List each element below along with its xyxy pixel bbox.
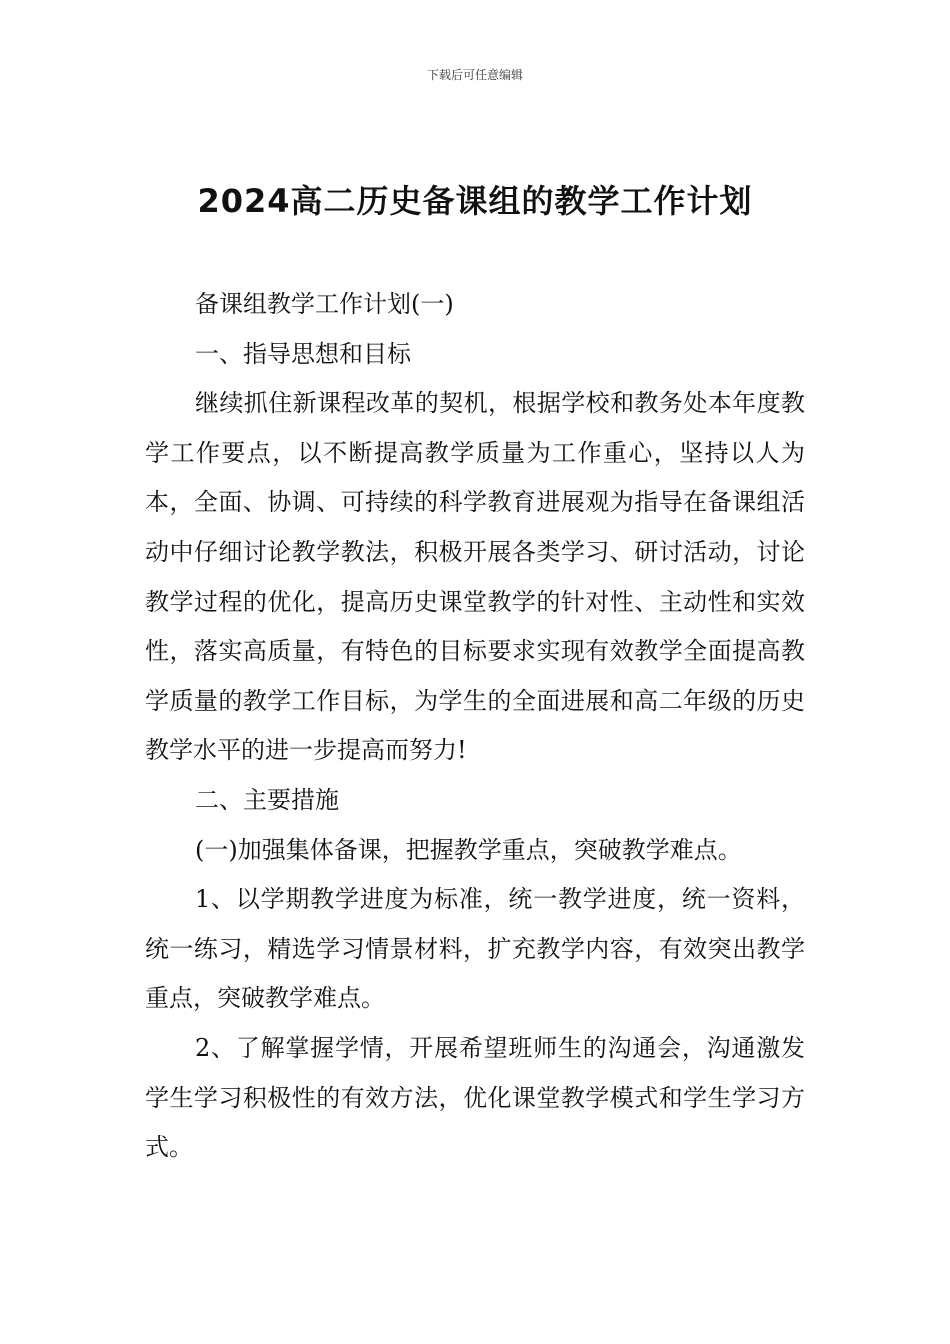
document-title: 2024高二历史备课组的教学工作计划 bbox=[197, 182, 753, 220]
body-paragraph: 2、了解掌握学情，开展希望班师生的沟通会，沟通激发学生学习积极性的有效方法，优化课堂教学模式和学生学习方式。 bbox=[145, 1033, 805, 1162]
header-note: 下载后可任意编辑 bbox=[426, 68, 523, 82]
subsection-heading: 一、指导思想和目标 bbox=[195, 339, 411, 368]
document-body bbox=[145, 280, 805, 1173]
section-heading: 备课组教学工作计划(一) bbox=[195, 290, 454, 318]
measure-heading: (一)加强集体备课，把握教学重点，突破教学难点。 bbox=[195, 835, 742, 864]
body-paragraph: 继续抓住新课程改革的契机，根据学校和教务处本年度教学工作要点，以不断提高教学质量为工作重心，坚持以人为本，全面、协调、可持续的科学教育进展观为指导在备课组活动中仔细讨论教学教法，积极开展各类学习、研讨活动，讨论教学过程的优化，提高历史课堂教学的针对性、主动性和实效性，落实高质量，有特色的目标要求实现有效教学全面提高教学质量的教学工作目标，为学生的全面进展和高二年级的历史教学水平的进一步提高而努力! bbox=[145, 389, 805, 765]
subsection-heading: 二、主要措施 bbox=[195, 785, 339, 814]
body-paragraph: 1、以学期教学进度为标准，统一教学进度，统一资料，统一练习，精选学习情景材料，扩充教学内容，有效突出教学重点，突破教学难点。 bbox=[145, 885, 805, 1013]
